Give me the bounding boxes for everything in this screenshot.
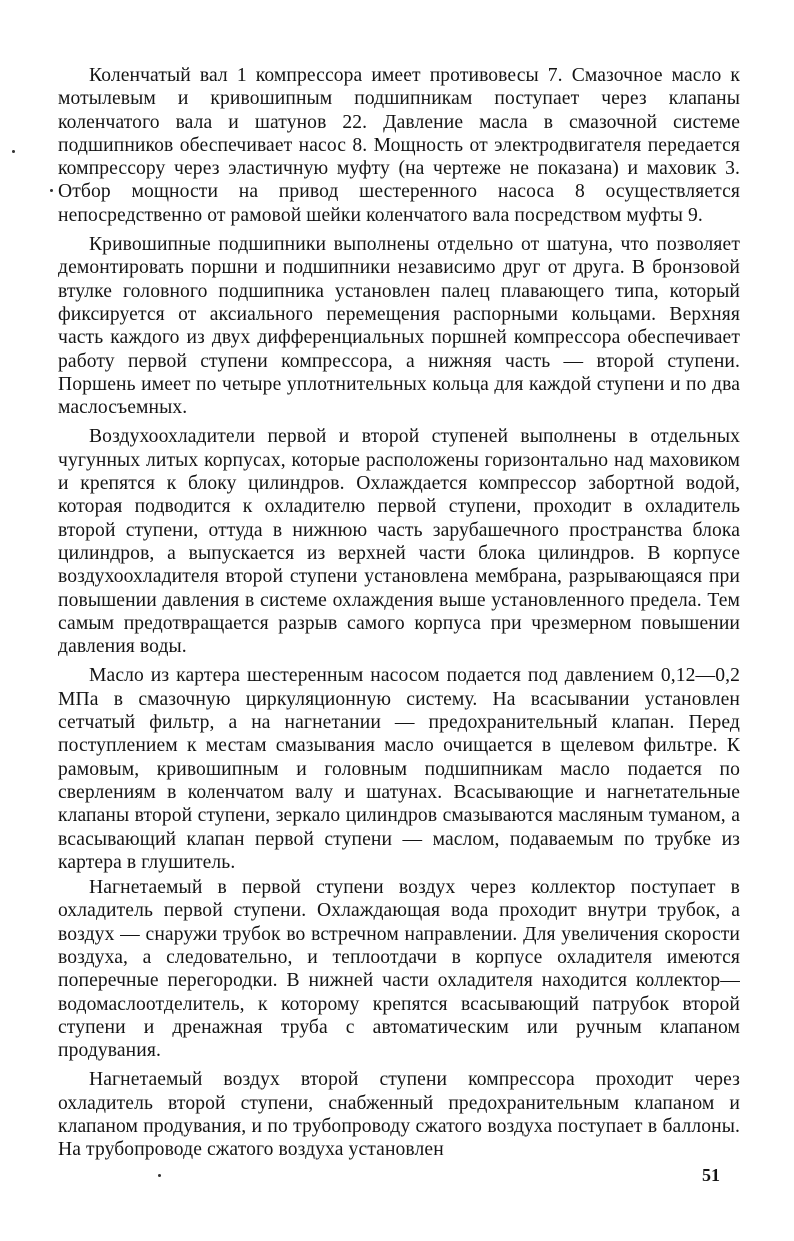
margin-speck [158, 1174, 161, 1177]
margin-speck [12, 150, 15, 153]
document-body [58, 64, 740, 1168]
paragraph-air-coolers: Воздухоохладители первой и второй ступеней выполнены в отдельных чугунных литых корпусах, которые расположены горизонтально над маховиком и крепятся к блоку цилиндров. Охлаждается компрессор забортной водой, которая подводится к охладителю первой ступени, проходит в охладитель второй ступени, оттуда в нижнюю часть зарубашечного пространства блока цилиндров, а выпускается из верхней части блока цилиндров. В корпусе воздухоохладителя второй ступени установлена мембрана, разрывающаяся при повышении давления в системе охлаждения выше установленного предела. Тем самым предотвращается разрыв самого корпуса при чрезмерном повышении давления воды. [58, 426, 740, 658]
paragraph-crankshaft: Коленчатый вал 1 компрессора имеет противовесы 7. Смазочное масло к мотылевым и кривошипным подшипникам поступает через клапаны коленчатого вала и шатунов 22. Давление масла в смазочной системе подшипников обеспечивает насос 8. Мощность от электродвигателя передается компрессору через эластичную муфту (на чертеже не показана) и маховик 3. Отбор мощности на привод шестеренного насоса 8 осуществляется непосредственно от рамовой шейки коленчатого вала посредством муфты 9. [58, 65, 740, 226]
paragraph-crank-bearings: Кривошипные подшипники выполнены отдельно от шатуна, что позволяет демонтировать поршни и подшипники независимо друг от друга. В бронзовой втулке головного подшипника установлен палец плавающего типа, который фиксируется от аксиального перемещения распорными кольцами. Верхняя часть каждого из двух дифференциальных поршней компрессора обеспечивает работу первой ступени компрессора, а нижняя часть — второй ступени. Поршень имеет по четыре уплотнительных кольца для каждой ступени и по два маслосъемных. [58, 234, 740, 419]
paragraph-second-stage-air: Нагнетаемый воздух второй ступени компрессора проходит через охладитель второй ступени, снабженный предохранительным клапаном и клапаном продувания, и по трубопроводу сжатого воздуха поступает в баллоны. На трубопроводе сжатого воздуха установлен [58, 1069, 740, 1161]
page-number: 51 [702, 1165, 720, 1185]
paragraph-oil-system: Масло из картера шестеренным насосом подается под давлением 0,12—0,2 МПа в смазочную циркуляционную систему. На всасывании установлен сетчатый фильтр, а на нагнетании — предохранительный клапан. Перед поступлением к местам смазывания масло очищается в щелевом фильтре. К рамовым, кривошипным и головным подшипникам масло подается по сверлениям в коленчатом валу и шатунах. Всасывающие и нагнетательные клапаны второй ступени, зеркало цилиндров смазываются масляным туманом, а всасывающий клапан первой ступени — маслом, подаваемым по трубке из картера в глушитель. [58, 665, 740, 873]
paragraph-first-stage-air: Нагнетаемый в первой ступени воздух через коллектор поступает в охладитель первой ступени. Охлаждающая вода проходит внутри трубок, а воздух — снаружи трубок во встречном направлении. Для увеличения скорости воздуха, а следовательно, и теплоотдачи в корпусе охладителя имеются поперечные перегородки. В нижней части охладителя находится коллектор—водомаслоотделитель, к которому крепятся всасывающий патрубок второй ступени и дренажная труба с автоматическим или ручным клапаном продувания. [58, 877, 740, 1062]
margin-speck [50, 189, 53, 192]
